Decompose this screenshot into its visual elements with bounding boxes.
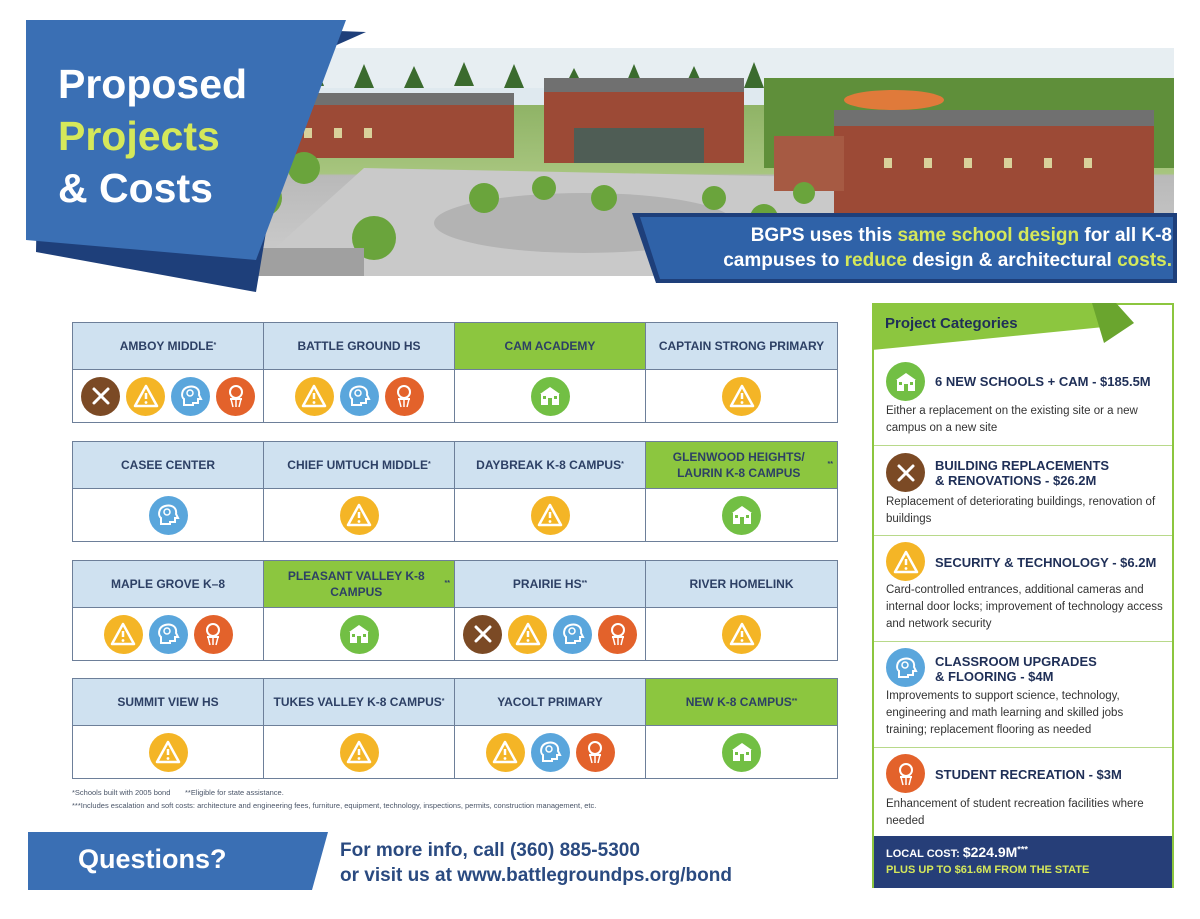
school-name: DAYBREAK K-8 CAMPUS *: [455, 442, 646, 489]
school-icon: [722, 496, 761, 535]
school-projects: [73, 726, 264, 778]
warning-icon: [722, 615, 761, 654]
project-categories-panel: [872, 303, 1174, 888]
school-projects: [264, 726, 455, 778]
brain-icon: [531, 733, 570, 772]
panel-title: Project Categories: [885, 315, 1018, 332]
warning-icon: [886, 542, 925, 581]
panel-header: [872, 303, 1174, 350]
school-name: MAPLE GROVE K–8: [73, 561, 264, 608]
school-projects: [73, 608, 264, 660]
category-building-replacements: BUILDING REPLACEMENTS & RENOVATIONS - $26.2M Replacement of deteriorating buildings, renovation of buildings: [874, 446, 1172, 536]
footnote-2: ***Includes escalation and soft costs: architecture and engineering fees, furniture, equipment, technology, inspections, permits, construction management, etc.: [72, 801, 597, 810]
warning-icon: [722, 377, 761, 416]
school-projects: [646, 370, 837, 422]
basketball-icon: [576, 733, 615, 772]
school-name: GLENWOOD HEIGHTS/ LAURIN K-8 CAMPUS **: [646, 442, 837, 489]
school-icon: [886, 362, 925, 401]
school-icon: [340, 615, 379, 654]
basketball-icon: [886, 754, 925, 793]
warning-icon: [149, 733, 188, 772]
page-title: Proposed Projects & Costs: [58, 61, 248, 211]
school-icon: [531, 377, 570, 416]
school-name: NEW K-8 CAMPUS **: [646, 679, 837, 726]
school-projects: [264, 489, 455, 541]
brain-icon: [171, 377, 210, 416]
school-projects: [455, 726, 646, 778]
phone-line: For more info, call (360) 885-5300: [340, 840, 640, 861]
school-name: AMBOY MIDDLE *: [73, 323, 264, 370]
school-projects: [455, 489, 646, 541]
warning-icon: [531, 496, 570, 535]
school-projects: [646, 726, 837, 778]
basketball-icon: [216, 377, 255, 416]
wrench-icon: [463, 615, 502, 654]
warning-icon: [340, 496, 379, 535]
school-projects: [646, 608, 837, 660]
school-projects: [646, 489, 837, 541]
total-cost: LOCAL COST: $224.9M*** PLUS UP TO $61.6M FROM THE STATE: [874, 836, 1172, 888]
basketball-icon: [598, 615, 637, 654]
school-row: [72, 678, 838, 779]
school-name: PRAIRIE HS **: [455, 561, 646, 608]
wrench-icon: [81, 377, 120, 416]
warning-icon: [340, 733, 379, 772]
warning-icon: [104, 615, 143, 654]
category-classroom-upgrades: CLASSROOM UPGRADES & FLOORING - $4M Improvements to support science, technology, engineering and math learning and skilled jobs training; replacement flooring as needed: [874, 642, 1172, 748]
questions-block: [28, 832, 328, 890]
school-name: YACOLT PRIMARY: [455, 679, 646, 726]
basketball-icon: [194, 615, 233, 654]
school-name: CAM ACADEMY: [455, 323, 646, 370]
warning-icon: [508, 615, 547, 654]
school-name: CASEE CENTER: [73, 442, 264, 489]
design-banner: [632, 213, 1177, 283]
school-name: RIVER HOMELINK: [646, 561, 837, 608]
wrench-icon: [886, 453, 925, 492]
school-projects: [73, 489, 264, 541]
brain-icon: [149, 496, 188, 535]
school-projects: [455, 370, 646, 422]
school-projects: [264, 608, 455, 660]
school-icon: [722, 733, 761, 772]
title-block: [26, 20, 326, 290]
brain-icon: [340, 377, 379, 416]
school-projects: [73, 370, 264, 422]
brain-icon: [553, 615, 592, 654]
school-name: SUMMIT VIEW HS: [73, 679, 264, 726]
website-line: or visit us at www.battlegroundps.org/bond: [340, 865, 732, 886]
footnote-1: *Schools built with 2005 bond **Eligible for state assistance.: [72, 788, 284, 797]
category-security-technology: SECURITY & TECHNOLOGY - $6.2M Card-controlled entrances, additional cameras and internal door locks; improvement of technology access and network security: [874, 536, 1172, 642]
warning-icon: [295, 377, 334, 416]
school-name: CHIEF UMTUCH MIDDLE *: [264, 442, 455, 489]
school-name: BATTLE GROUND HS: [264, 323, 455, 370]
school-row: [72, 322, 838, 423]
warning-icon: [486, 733, 525, 772]
banner-text: BGPS uses this same school design for all K-8 campuses to reduce design & architectural costs.: [723, 225, 1172, 271]
brain-icon: [149, 615, 188, 654]
category-new-schools: 6 NEW SCHOOLS + CAM - $185.5M Either a replacement on the existing site or a new campus on a new site: [874, 350, 1172, 446]
brain-icon: [886, 648, 925, 687]
basketball-icon: [385, 377, 424, 416]
school-name: CAPTAIN STRONG PRIMARY: [646, 323, 837, 370]
warning-icon: [126, 377, 165, 416]
school-name: TUKES VALLEY K-8 CAMPUS *: [264, 679, 455, 726]
school-row: [72, 560, 838, 661]
school-projects: [455, 608, 646, 660]
school-row: [72, 441, 838, 542]
questions-label: Questions?: [78, 844, 227, 874]
school-projects: [264, 370, 455, 422]
contact-info: [340, 838, 732, 888]
category-student-recreation: STUDENT RECREATION - $3M Enhancement of student recreation facilities where needed: [874, 748, 1172, 836]
school-name: PLEASANT VALLEY K-8 CAMPUS **: [264, 561, 455, 608]
